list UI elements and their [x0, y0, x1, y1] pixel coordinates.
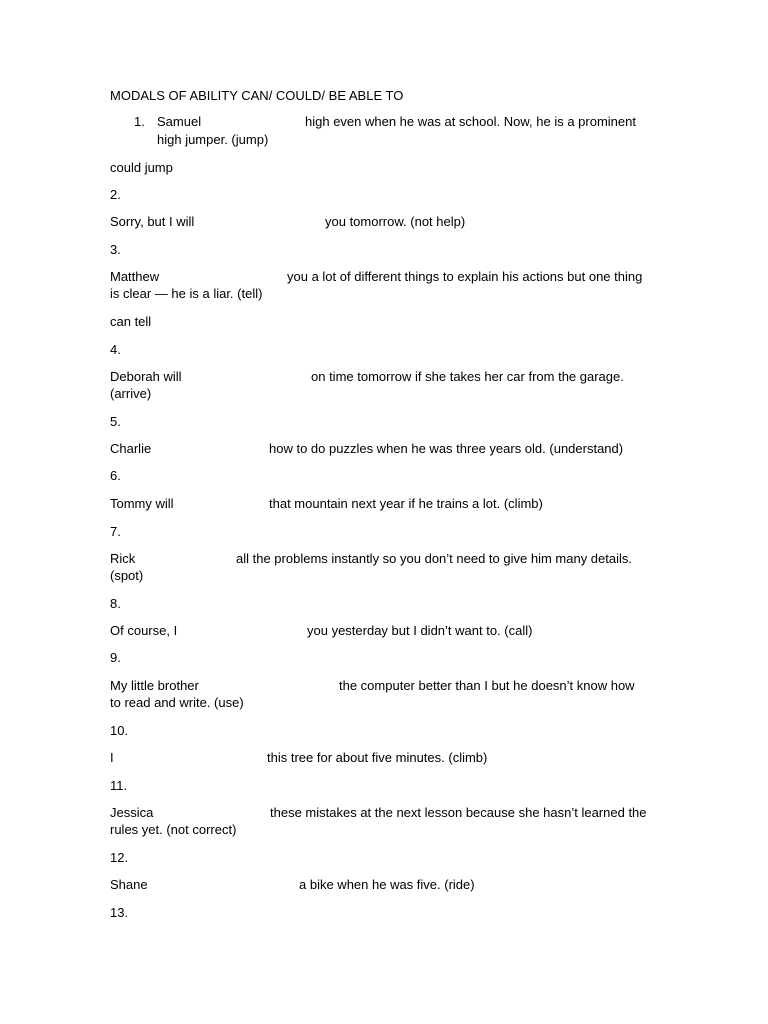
- item-9-text-start: My little brother: [110, 678, 199, 693]
- item-2-text-end: you tomorrow. (not help): [325, 214, 466, 229]
- item-6-text-start: Tommy will: [110, 496, 174, 511]
- item-5-text-start: Charlie: [110, 441, 152, 456]
- item-5-number: 5.: [110, 414, 121, 429]
- item-9-number: 9.: [110, 650, 121, 665]
- item-11-text-start: Jessica: [110, 805, 154, 820]
- item-1-text-start: Samuel: [157, 114, 202, 129]
- item-1-text-end: high even when he was at school. Now, he is a prominent: [305, 114, 636, 129]
- worksheet-title: MODALS OF ABILITY CAN/ COULD/ BE ABLE TO: [110, 88, 404, 103]
- item-8-number: 8.: [110, 596, 121, 611]
- item-4-text-end: on time tomorrow if she takes her car from the garage.: [311, 369, 624, 384]
- item-9-text-line2: to read and write. (use): [110, 695, 244, 710]
- item-1-number: 1.: [134, 114, 145, 129]
- item-3-text-line2: is clear — he is a liar. (tell): [110, 286, 263, 301]
- item-11-text-end: these mistakes at the next lesson because she hasn’t learned the: [270, 805, 647, 820]
- item-13-number: 13.: [110, 905, 129, 920]
- item-11-number: 11.: [110, 778, 128, 793]
- item-7-text-start: Rick: [110, 551, 136, 566]
- item-7-text-line2: (spot): [110, 568, 144, 583]
- item-10-number: 10.: [110, 723, 129, 738]
- item-4-text-line2: (arrive): [110, 386, 152, 401]
- item-10-text-start: I: [110, 750, 114, 765]
- item-12-number: 12.: [110, 850, 129, 865]
- item-2-number: 2.: [110, 187, 121, 202]
- item-6-number: 6.: [110, 468, 121, 483]
- item-10-text-end: this tree for about five minutes. (climb): [267, 750, 488, 765]
- item-9-text-end: the computer better than I but he doesn’t know how: [339, 678, 635, 693]
- item-8-text-start: Of course, I: [110, 623, 178, 638]
- item-3-text-start: Matthew: [110, 269, 160, 284]
- item-7-text-end: all the problems instantly so you don’t need to give him many details.: [236, 551, 632, 566]
- item-7-number: 7.: [110, 524, 121, 539]
- item-6-text-end: that mountain next year if he trains a lot. (climb): [269, 496, 543, 511]
- item-1-text-line2: high jumper. (jump): [157, 132, 269, 147]
- item-4-text-start: Deborah will: [110, 369, 182, 384]
- item-8-text-end: you yesterday but I didn’t want to. (call): [307, 623, 533, 638]
- answer-1: could jump: [110, 160, 173, 175]
- answer-3: can tell: [110, 314, 152, 329]
- item-11-text-line2: rules yet. (not correct): [110, 822, 237, 837]
- item-3-text-end: you a lot of different things to explain his actions but one thing: [287, 269, 643, 284]
- item-4-number: 4.: [110, 342, 121, 357]
- item-2-text-start: Sorry, but I will: [110, 214, 195, 229]
- item-12-text-start: Shane: [110, 877, 148, 892]
- item-3-number: 3.: [110, 242, 121, 257]
- item-12-text-end: a bike when he was five. (ride): [299, 877, 475, 892]
- item-5-text-end: how to do puzzles when he was three years old. (understand): [269, 441, 624, 456]
